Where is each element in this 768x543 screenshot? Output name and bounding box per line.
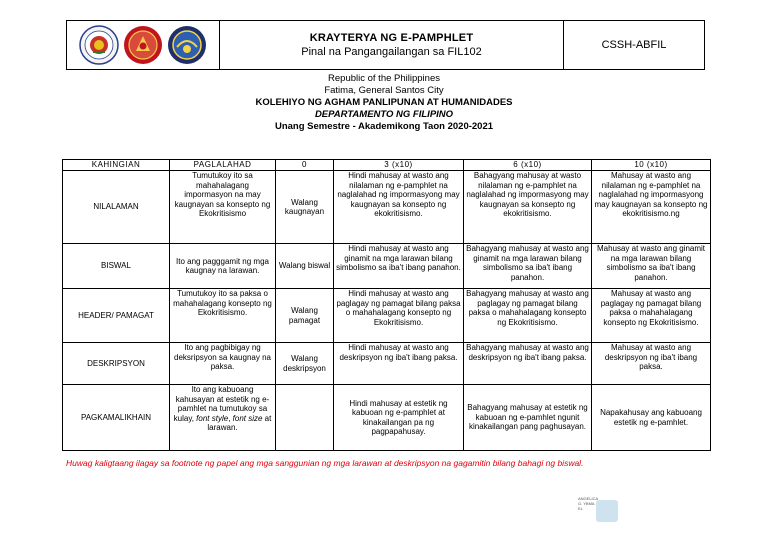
table-row [63, 171, 711, 244]
score-6-cell: Bahagyang mahusay at wasto ang ginamit na mga larawan bilang simbolismo sa iba't ibang panahon. [464, 244, 592, 289]
score-10-cell: Mahusay at wasto ang paglagay ng pamagat bilang paksa o mahahalagang konsepto ng Ekokritisismo. [592, 289, 711, 343]
header-score-6: 6 (x10) [464, 160, 592, 171]
stamp-line-1: ANGELICA [578, 496, 599, 501]
table-row [63, 385, 711, 451]
rubric-table [62, 159, 711, 451]
country-line: Republic of the Philippines [328, 73, 440, 84]
score-10-cell: Mahusay at wasto ang deskripsyon ng iba't ibang paksa. [592, 343, 711, 385]
score-6-cell: Bahagyang mahusay at wasto ang deskripsyon ng iba't ibang paksa. [464, 343, 592, 385]
address-line: Fatima, General Santos City [324, 85, 444, 96]
table-row [63, 244, 711, 289]
header-score-0: 0 [276, 160, 334, 171]
header-kahingian: KAHINGIAN [63, 160, 170, 171]
header-score-10: 10 (x10) [592, 160, 711, 171]
logo-group [67, 21, 220, 69]
score-0-cell [276, 385, 334, 451]
criterion-cell: PAGKAMALIKHAIN [63, 385, 170, 451]
score-0-cell: Walang deskripsyon [276, 343, 334, 385]
signature-stamp [578, 496, 622, 526]
description-separator: , [228, 413, 233, 423]
score-3-cell: Hindi mahusay at wasto ang ginamit na mga larawan bilang simbolismo sa iba't ibang panahon. [334, 244, 464, 289]
header-score-3: 3 (x10) [334, 160, 464, 171]
score-6-cell: Bahagyang mahusay at wasto nilalaman ng e-pamphlet na naglalahad ng impormasyong may kaugnayan sa konsepto ng ekokritisismo. [464, 171, 592, 244]
stamp-line-3: EL [578, 506, 583, 511]
font-size-term: font size [232, 413, 263, 423]
institution-block [0, 73, 768, 133]
description-cell: Tumutukoy ito sa paksa o mahahalagang konsepto ng Ekokritisismo. [170, 289, 276, 343]
criterion-cell: BISWAL [63, 244, 170, 289]
university-seal-icon [123, 25, 163, 65]
score-0-cell: Walang biswal [276, 244, 334, 289]
score-10-cell: Mahusay at wasto ang ginamit na mga larawan bilang simbolismo sa iba't ibang panahon. [592, 244, 711, 289]
score-3-cell: Hindi mahusay at wasto ang paglagay ng pamagat bilang paksa o mahahalagang konsepto ng Ekokritisismo. [334, 289, 464, 343]
department-seal-icon [167, 25, 207, 65]
criterion-cell: NILALAMAN [63, 171, 170, 244]
description-cell: Ito ang pagggamit ng mga kaugnay na larawan. [170, 244, 276, 289]
course-code: CSSH-ABFIL [601, 39, 667, 51]
stamp-line-2: G. YBMA [578, 501, 595, 506]
table-row [63, 343, 711, 385]
document-title: KRAYTERYA NG E-PAMPHLET [309, 32, 474, 44]
score-6-cell: Bahagyang mahusay at wasto ang paglagay ng pamagat bilang paksa o mahahalagang konsepto ng Ekokritisismo. [464, 289, 592, 343]
header-paglalahad: PAGLALAHAD [170, 160, 276, 171]
description-text-end: at larawan. [207, 413, 272, 432]
criterion-cell: DESKRIPSYON [63, 343, 170, 385]
description-cell: Tumutukoy ito sa mahahalagang impormasyon na may kaugnayan sa konsepto ng Ekokritisismo [170, 171, 276, 244]
rubric-header-row [63, 160, 711, 171]
score-0-cell: Walang kaugnayan [276, 171, 334, 244]
stamp-mark-icon [596, 500, 618, 522]
header-title-block [220, 21, 564, 69]
department-name: DEPARTAMENTO NG FILIPINO [314, 109, 454, 120]
stamp-text [578, 496, 598, 511]
score-10-cell: Mahusay at wasto ang nilalaman ng e-pamphlet na naglalahad ng impormasyong may kaugnayan sa konsepto ng ekokritisismo.ng [592, 171, 711, 244]
score-3-cell: Hindi mahusay at wasto ang deskripsyon ng iba't ibang paksa. [334, 343, 464, 385]
score-10-cell: Napakahusay ang kabuoang estetik ng e-pamhlet. [592, 385, 711, 451]
description-cell [170, 385, 276, 451]
document-header [66, 20, 705, 70]
description-cell: Ito ang pagbibigay ng deksripsyon sa kaugnay na paksa. [170, 343, 276, 385]
footnote-reminder: Huwag kaligtaang ilagay sa footnote ng papel ang mga sanggunian ng mga larawan at deskripsyon na gagamitin bilang bahagi ng biswal. [66, 458, 584, 468]
table-row [63, 289, 711, 343]
score-3-cell: Hindi mahusay at wasto ang nilalaman ng e-pamphlet na naglalahad ng impormasyong may kaugnayan sa konsepto ng ekokritisismo. [334, 171, 464, 244]
font-style-term: font style [196, 413, 229, 423]
criterion-cell: HEADER/ PAMAGAT [63, 289, 170, 343]
semester-line: Unang Semestre - Akademikong Taon 2020-2021 [274, 121, 494, 132]
score-0-cell: Walang pamagat [276, 289, 334, 343]
score-6-cell: Bahagyang mahusay at estetik ng kabuoan ng e-pamhlet ngunit kinakailangan pang paghusayan. [464, 385, 592, 451]
college-name: KOLEHIYO NG AGHAM PANLIPUNAN AT HUMANIDADES [255, 97, 513, 108]
document-subtitle: Pinal na Pangangailangan sa FIL102 [301, 46, 482, 58]
college-seal-icon [79, 25, 119, 65]
description-text: Ito ang kabuoang kahusayan at estetik ng e-pamhlet na tumutukoy sa kulay, [173, 385, 270, 423]
score-3-cell: Hindi mahusay at estetik ng kabuoan ng e-pamphlet at kinakailangan pa ng pagpapahusay. [334, 385, 464, 451]
